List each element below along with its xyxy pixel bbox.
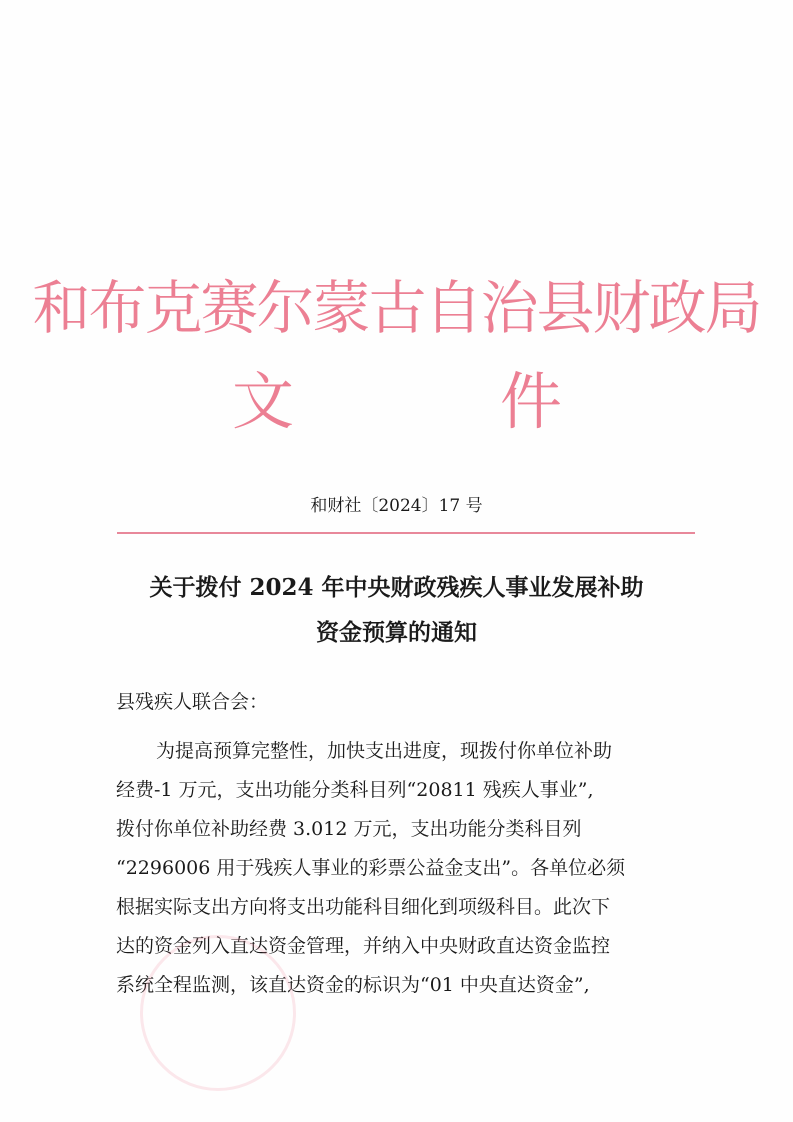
body-line: 拨付你单位补助经费 3.012 万元，支出功能分类科目列 — [116, 818, 582, 840]
body-line: 根据实际支出方向将支出功能科目细化到项级科目。此次下 — [116, 896, 611, 918]
body-line: 经费-1 万元，支出功能分类科目列“20811 残疾人事业”, — [116, 779, 594, 801]
body-line: “2296006 用于残疾人事业的彩票公益金支出”。各单位必须 — [116, 857, 626, 879]
red-separator-line — [117, 532, 695, 534]
notice-title-line-2: 资金预算的通知 — [316, 619, 477, 646]
document-type-heading — [0, 362, 793, 442]
notice-body — [116, 732, 680, 1005]
heading-char-jian: 件 — [500, 365, 563, 438]
body-line: 为提高预算完整性，加快支出进度，现拨付你单位补助 — [156, 740, 613, 762]
document-number: 和财社〔2024〕17 号 — [310, 496, 483, 516]
body-line: 达的资金列入直达资金管理，并纳入中央财政直达资金监控 — [116, 935, 611, 957]
notice-title — [60, 565, 733, 655]
issuing-authority-title: 和布克赛尔蒙古自治县财政局 — [32, 274, 761, 342]
heading-char-wen: 文 — [232, 365, 295, 438]
body-line: 系统全程监测，该直达资金的标识为“01 中央直达资金”, — [116, 974, 590, 996]
notice-title-line-1: 关于拨付 2024 年中央财政残疾人事业发展补助 — [149, 574, 644, 601]
recipient-salutation: 县残疾人联合会： — [116, 691, 269, 713]
